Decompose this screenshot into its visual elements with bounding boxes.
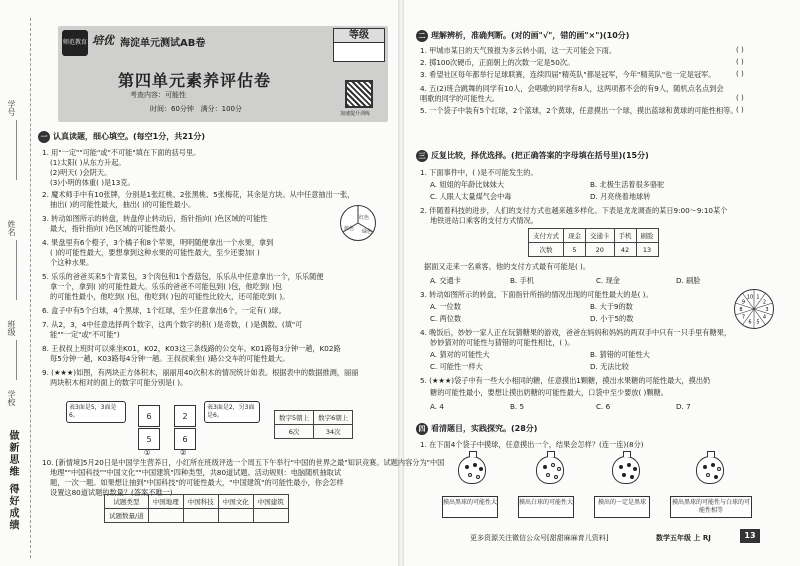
ball xyxy=(551,463,555,467)
ball xyxy=(479,467,483,471)
ball xyxy=(468,473,472,477)
exam-time: 时间：60分钟 满分：100分 xyxy=(150,105,242,113)
question-line: 唱歌的同学的可能性大。 xyxy=(420,94,500,103)
count-table xyxy=(274,410,353,439)
choice-line: A. 姐姐的年龄比妹妹大 xyxy=(430,180,505,189)
type-table xyxy=(104,494,289,523)
choice-line: 5. (★★★)袋子中有一些大小相同的糖，任意摸出1颗糖，摸出水果糖的可能性最大，摸出奶 xyxy=(420,376,711,385)
wheel-number: 8 xyxy=(739,307,743,313)
question-line: (2)明天( )会阴天。 xyxy=(50,168,112,177)
question-line: 8. 王叔叔上班时可以乘坐K01，K02，K03这三条线路的公交车。K01路每3分钟一趟，K02路 xyxy=(42,344,341,353)
bag-answer-1[interactable]: 摸出黑球的可能性大 xyxy=(442,496,498,518)
number-wheel xyxy=(734,289,774,329)
bag-knot xyxy=(623,451,631,457)
spinner-red: 红色 xyxy=(359,215,370,221)
answer-bracket[interactable]: ( ) xyxy=(736,106,744,114)
bag-answer-3[interactable]: 摸出的一定是黑球 xyxy=(594,496,650,518)
ball xyxy=(473,463,477,467)
question-line: 地理""中国科技""中国文化""中国建筑"四种类型，共80道试题。活动规则：电脑随机抽取试 xyxy=(50,468,342,477)
answer-bracket[interactable]: ( ) xyxy=(736,94,744,102)
question-line: 3. 转动如图所示的转盘，转盘停止转动后，指针指向( )色区域的可能性 xyxy=(42,214,268,223)
count-value-6: 34次 xyxy=(314,425,353,439)
pay-face: 刷脸 xyxy=(636,229,658,243)
ball xyxy=(554,475,558,479)
choice-line: D. 刷脸 xyxy=(676,276,701,285)
choice-line: A. 一位数 xyxy=(430,302,461,311)
cube-caption-1: ① xyxy=(144,448,151,457)
count-header-5: 数字5朝上 xyxy=(275,411,314,425)
question-line: 抽出( )的可能性最大，抽出( )的可能性最小。 xyxy=(50,200,196,209)
ball xyxy=(633,467,637,471)
bag-question: 1. 在下面4个袋子中摸球，任意摸出一个，结果会怎样？(连一连)(8分) xyxy=(420,440,644,449)
choice-line: B. 猜错的可能性大 xyxy=(590,350,650,359)
grade-box[interactable] xyxy=(333,28,385,62)
choice-line: B. 北极生活着很多骆驼 xyxy=(590,180,665,189)
ball xyxy=(706,473,710,477)
exam-scope: 考查内容：可能性 xyxy=(130,91,186,99)
question-line: 拿一个，拿到( )的可能性最大。乐乐的爸爸不可能包到( )包，他吃到( )包 xyxy=(50,282,283,291)
page-fold xyxy=(398,0,404,566)
section-1-title: 一 认真读题，细心填空。(每空1分，共21分) xyxy=(38,131,205,143)
question-line: 2. 掷100次硬币，正面朝上的次数一定是50次。 xyxy=(420,58,575,67)
school-label: 学校 xyxy=(7,390,16,406)
choice-line: 妙妙猜对的可能性与猜错的可能性相比，( )。 xyxy=(430,338,575,347)
section-4-title: 四 看清题目，实践探究。(28分) xyxy=(416,423,537,435)
count-header: 次数 xyxy=(529,243,564,257)
binding-strip xyxy=(4,20,28,560)
type-arch: 中国建筑 xyxy=(253,495,288,509)
spinner-green: 绿色 xyxy=(362,229,373,235)
cut-line xyxy=(30,18,31,558)
qr-caption: 加速提升训练 xyxy=(340,111,371,117)
question-line: 两块积木相对的面上的数字可能分别是( )。 xyxy=(50,378,188,387)
count-phone: 42 xyxy=(614,243,636,257)
type-header: 试题类型 xyxy=(105,495,149,509)
page-number: 13 xyxy=(740,529,760,543)
count-face: 13 xyxy=(636,243,658,257)
question-line: 5. 乐乐的爸爸买来5个青菜包，3个肉包和1个香菇包，乐乐从中任意拿出一个，乐乐随便 xyxy=(42,272,324,281)
choice-line: C. 人眼人太量煤气会中毒 xyxy=(430,192,512,201)
choice-line: C. 现金 xyxy=(596,276,620,285)
question-line: 的可能性最小，他吃到( )包，他吃到( )包的可能性比较大，还可能吃到( )。 xyxy=(50,292,290,301)
choice-line: C. 可能性一样大 xyxy=(430,362,483,371)
page-title: 第四单元素养评估卷 xyxy=(118,71,272,90)
wheel-number: 3 xyxy=(765,307,769,313)
wheel-number: 1 xyxy=(756,294,760,301)
answer-bracket[interactable]: ( ) xyxy=(736,70,744,78)
section-2-title: 二 理解辨析，准确判断。(对的画"√"，错的画"×")(10分) xyxy=(416,30,629,42)
wheel-number: 10 xyxy=(746,294,754,301)
question-line: 最大，指针指向( )色区域的可能性最小。 xyxy=(50,224,181,233)
ball-bag-icon xyxy=(696,456,724,484)
choice-line: D. 小于5的数 xyxy=(590,314,634,323)
qty-arch[interactable] xyxy=(253,509,288,523)
spinner-blue: 蓝色 xyxy=(344,226,355,232)
ball xyxy=(714,475,718,479)
ball xyxy=(557,467,561,471)
ball xyxy=(630,475,634,479)
pay-header: 支付方式 xyxy=(529,229,564,243)
pay-cash: 现金 xyxy=(564,229,586,243)
question-line: 10. [新情境]5月20日是中国学生营养日，小红所在班级评选一个周五下午举行"中国的世界之最"知识竞赛。试题内容分为"中国 xyxy=(42,458,445,467)
choice-line: B. 大于9的数 xyxy=(590,302,633,311)
qr-code-icon[interactable] xyxy=(345,80,373,108)
wheel-number: 6 xyxy=(748,319,752,326)
payment-table xyxy=(528,228,659,257)
choice-line: D. 月亮绕着地球转 xyxy=(590,192,651,201)
seat-label: 学号 xyxy=(7,100,16,116)
type-tech: 中国科技 xyxy=(183,495,218,509)
question-line: 7. 从2，3，4中任意选择两个数字，这两个数字的积( )是奇数，( )是偶数。(填"可 xyxy=(42,320,303,329)
question-line: 能""一定"或"不可能") xyxy=(50,330,120,339)
choice-line: C. 6 xyxy=(596,402,611,411)
question-line: 5. 一个袋子中装有5个红球，2个蓝球，2个黄球，任意摸出一个球，摸出蓝球和黄球的可能性相等。 xyxy=(420,106,738,115)
question-line: 9. (★★★)如图，有两块正方体积木，丽丽用40次积木的情况统计如表。根据表中的数据推测，丽丽 xyxy=(42,368,359,377)
choice-line: B. 手机 xyxy=(510,276,534,285)
ball-bag-icon xyxy=(612,456,640,484)
binding-slogan: 做新思维 得好成绩 xyxy=(7,430,18,532)
ball xyxy=(543,465,547,469)
question-line: ( )的可能性最大，要想拿到这种水果的可能性最大，至少还要加( ) xyxy=(50,248,260,257)
choice-line: A. 4 xyxy=(430,402,444,411)
question-line: (3)小明的体重( )是13克。 xyxy=(50,178,135,187)
choice-line: D. 无法比较 xyxy=(590,362,629,371)
grade-label: 等级 xyxy=(334,29,384,43)
cube-2-face-b: 6 xyxy=(174,428,196,450)
choice-line: 1. 下面事件中，( )是不可能发生的。 xyxy=(420,168,538,177)
question-line: 题，一次一题。如果想让抽到"中国科技"的可能性最大，"中国建筑"的可能性最小，你会怎样 xyxy=(50,478,344,487)
question-line: 每5分钟一趟，K03路每4分钟一趟。王叔叔乘坐( )路公交车的可能性最大。 xyxy=(50,354,290,363)
cube-2-face: 2 xyxy=(174,405,196,427)
choice-line: 3. 转动如图所示的转盘，下面指针所指的情况出现的可能性最大的是( )。 xyxy=(420,290,653,299)
type-geo: 中国地理 xyxy=(148,495,183,509)
footer-grade: 数学五年级 上 RJ xyxy=(656,534,711,542)
count-card: 20 xyxy=(586,243,615,257)
cube-note-1: 表3面是5，3面是6。 xyxy=(66,401,126,423)
question-line: (1)太阳( )从东方升起。 xyxy=(50,158,126,167)
ball xyxy=(703,465,707,469)
ball xyxy=(627,463,631,467)
class-label: 班级 xyxy=(7,320,16,336)
question-line: 2. 魔术师手中有10张牌，分别是1张红桃、2张黑桃、5张梅花，其余是方块。从中任意抽出一张， xyxy=(42,190,355,199)
choice-line: C. 两位数 xyxy=(430,314,462,323)
count-cash: 5 xyxy=(564,243,586,257)
ball xyxy=(619,465,623,469)
wheel-number: 4 xyxy=(762,314,767,321)
choice-line: 4. 晚饭后，妙妙一家人正在玩猜糖果的游戏，爸爸在妈妈和妈妈的两双手中只有一只手里有糖果， xyxy=(420,328,732,337)
cube-1-face: 6 xyxy=(138,405,160,427)
footer-note: 更多资源关注微信公众号[甜甜麻麻育儿资料] xyxy=(470,534,609,542)
ball xyxy=(717,467,721,471)
choice-line: 地铁进站口乘客的支付方式情况。 xyxy=(430,216,538,225)
section-3-title: 三 反复比较，择优选择。(把正确答案的字母填在括号里)(15分) xyxy=(416,150,649,162)
ball-bag-icon xyxy=(536,456,564,484)
wheel-number: 2 xyxy=(762,299,767,306)
choice-line: A. 交通卡 xyxy=(430,276,461,285)
qty-geo[interactable] xyxy=(148,509,183,523)
color-spinner xyxy=(340,205,376,241)
ball xyxy=(711,463,715,467)
choice-line: A. 猜对的可能性大 xyxy=(430,350,490,359)
series-name: 海淀单元测试AB卷 xyxy=(120,38,206,49)
cube-1-face-b: 5 xyxy=(138,428,160,450)
bag-answer-4[interactable]: 摸出黑球的可能性与白球的可能性相等 xyxy=(670,496,752,518)
count-value-5: 6次 xyxy=(275,425,314,439)
ball xyxy=(476,475,480,479)
answer-bracket[interactable]: ( ) xyxy=(736,46,744,54)
cube-caption-2: ② xyxy=(180,448,187,457)
choice-line: 糖的可能性最小，要想让摸出奶糖的可能性最大，口袋中至少要放( )颗糖。 xyxy=(430,388,668,397)
question-line: 设置这80道试题的数量？(答案不唯一) xyxy=(50,488,173,497)
ball xyxy=(546,473,550,477)
answer-bracket[interactable]: ( ) xyxy=(736,58,744,66)
question-line: 4. 五(2)班合跳舞的同学有10人，会唱歌的同学有8人，这两项都不会的有9人，随机点名点到会 xyxy=(420,84,724,93)
choice-line: B. 5 xyxy=(510,402,525,411)
publisher-logo: 师范教育 xyxy=(62,30,88,56)
choice-line: D. 7 xyxy=(676,402,691,411)
ball-bag-icon xyxy=(458,456,486,484)
bag-knot xyxy=(547,451,555,457)
question-line: 4. 果盘里有6个橙子，3个橘子和8个苹果，明明随便拿出一个水果，拿到 xyxy=(42,238,274,247)
name-label: 姓名 xyxy=(7,220,16,236)
question-line: 3. 希望社区每年都举行足球联赛，连续四届"精英队"都是冠军，今年"精英队"也一定是冠军。 xyxy=(420,70,716,79)
qty-tech[interactable] xyxy=(183,509,218,523)
brand-name: 培优 xyxy=(92,34,114,47)
quantity-header: 试题数量/道 xyxy=(105,509,149,523)
ball xyxy=(465,465,469,469)
question-line: 6. 盒子中有5个白球，4个黑球，1个红球，至少任意拿出6个，一定有( )球。 xyxy=(42,306,286,315)
wheel-number: 9 xyxy=(741,299,746,306)
type-culture: 中国文化 xyxy=(218,495,253,509)
pay-card: 交通卡 xyxy=(586,229,615,243)
wheel-number: 7 xyxy=(741,314,746,321)
qty-culture[interactable] xyxy=(218,509,253,523)
choice-line: 2. 伴随着科技的进步，人们的支付方式也越来越多样化。下表是龙龙调查的某日9:00～9:10某个 xyxy=(420,206,728,215)
pay-phone: 手机 xyxy=(614,229,636,243)
question-line: 个这种水果。 xyxy=(50,258,94,267)
ball xyxy=(622,473,626,477)
question-line: 1. 用"一定""可能"或"不可能"填在下面的括号里。 xyxy=(42,148,201,157)
bag-answer-2[interactable]: 摸出白球的可能性大 xyxy=(518,496,574,518)
question-line: 1. 甲城市某日的天气预报为多云转小雨，这一天可能会下雨。 xyxy=(420,46,617,55)
cube-note-2: 表3面是2，另3面是6。 xyxy=(204,401,260,423)
bag-knot xyxy=(469,451,477,457)
count-header-6: 数字6朝上 xyxy=(314,411,353,425)
wheel-number: 5 xyxy=(756,319,760,326)
bag-knot xyxy=(707,451,715,457)
choice-line: 据面又走来一名乘客，他的支付方式最有可能是( )。 xyxy=(424,262,591,271)
